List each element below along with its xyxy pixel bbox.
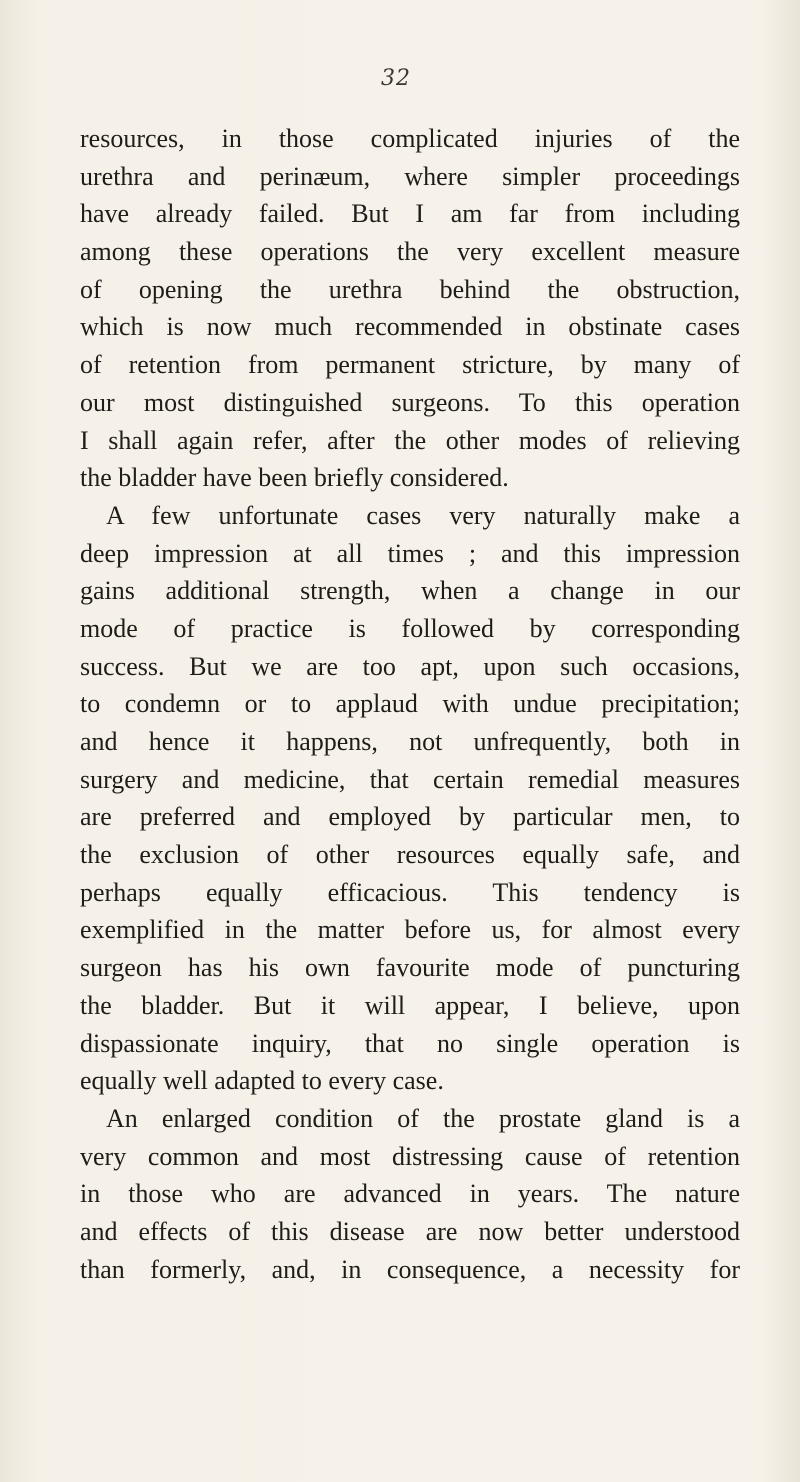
text-line: to condemn or to applaud with undue precipitation; (80, 689, 740, 719)
text-line: in those who are advanced in years. The nature (80, 1179, 740, 1209)
text-line: of opening the urethra behind the obstruction, (80, 274, 740, 304)
text-line: urethra and perinæum, where simpler proceedings (80, 161, 740, 191)
body-text (80, 120, 740, 1288)
text-line: equally well adapted to every case. (80, 1066, 444, 1096)
page-number: 32 (381, 66, 411, 91)
text-line: the bladder. But it will appear, I believe, upon (80, 990, 740, 1020)
text-line: very common and most distressing cause of retention (80, 1141, 740, 1171)
text-line: of retention from permanent stricture, by many of (80, 350, 740, 380)
text-line: A few unfortunate cases very naturally make a (106, 500, 740, 530)
text-line: success. But we are too apt, upon such occasions, (80, 651, 740, 681)
text-line: are preferred and employed by particular men, to (80, 802, 740, 832)
text-line: surgery and medicine, that certain remedial measures (80, 764, 740, 794)
text-line: have already failed. But I am far from including (80, 199, 740, 229)
text-line: dispassionate inquiry, that no single operation is (80, 1028, 740, 1058)
text-line: the bladder have been briefly considered. (80, 463, 509, 493)
text-line: among these operations the very excellent measure (80, 237, 740, 267)
text-line: exemplified in the matter before us, for almost every (80, 915, 740, 945)
text-line: which is now much recommended in obstinate cases (80, 312, 740, 342)
text-line: mode of practice is followed by corresponding (80, 613, 740, 643)
text-line: surgeon has his own favourite mode of puncturing (80, 953, 740, 983)
text-line: than formerly, and, in consequence, a necessity for (80, 1254, 740, 1284)
text-line: the exclusion of other resources equally safe, and (80, 840, 740, 870)
text-line: resources, in those complicated injuries of the (80, 124, 740, 153)
text-line: our most distinguished surgeons. To this operation (80, 387, 740, 417)
text-line: and effects of this disease are now better understood (80, 1216, 740, 1246)
text-line: perhaps equally efficacious. This tendency is (80, 877, 740, 907)
text-line: deep impression at all times ; and this impression (80, 538, 740, 568)
text-line: I shall again refer, after the other modes of relieving (80, 425, 740, 455)
text-line: An enlarged condition of the prostate gland is a (106, 1103, 740, 1133)
text-line: and hence it happens, not unfrequently, both in (80, 727, 740, 756)
text-line: gains additional strength, when a change in our (80, 576, 740, 606)
